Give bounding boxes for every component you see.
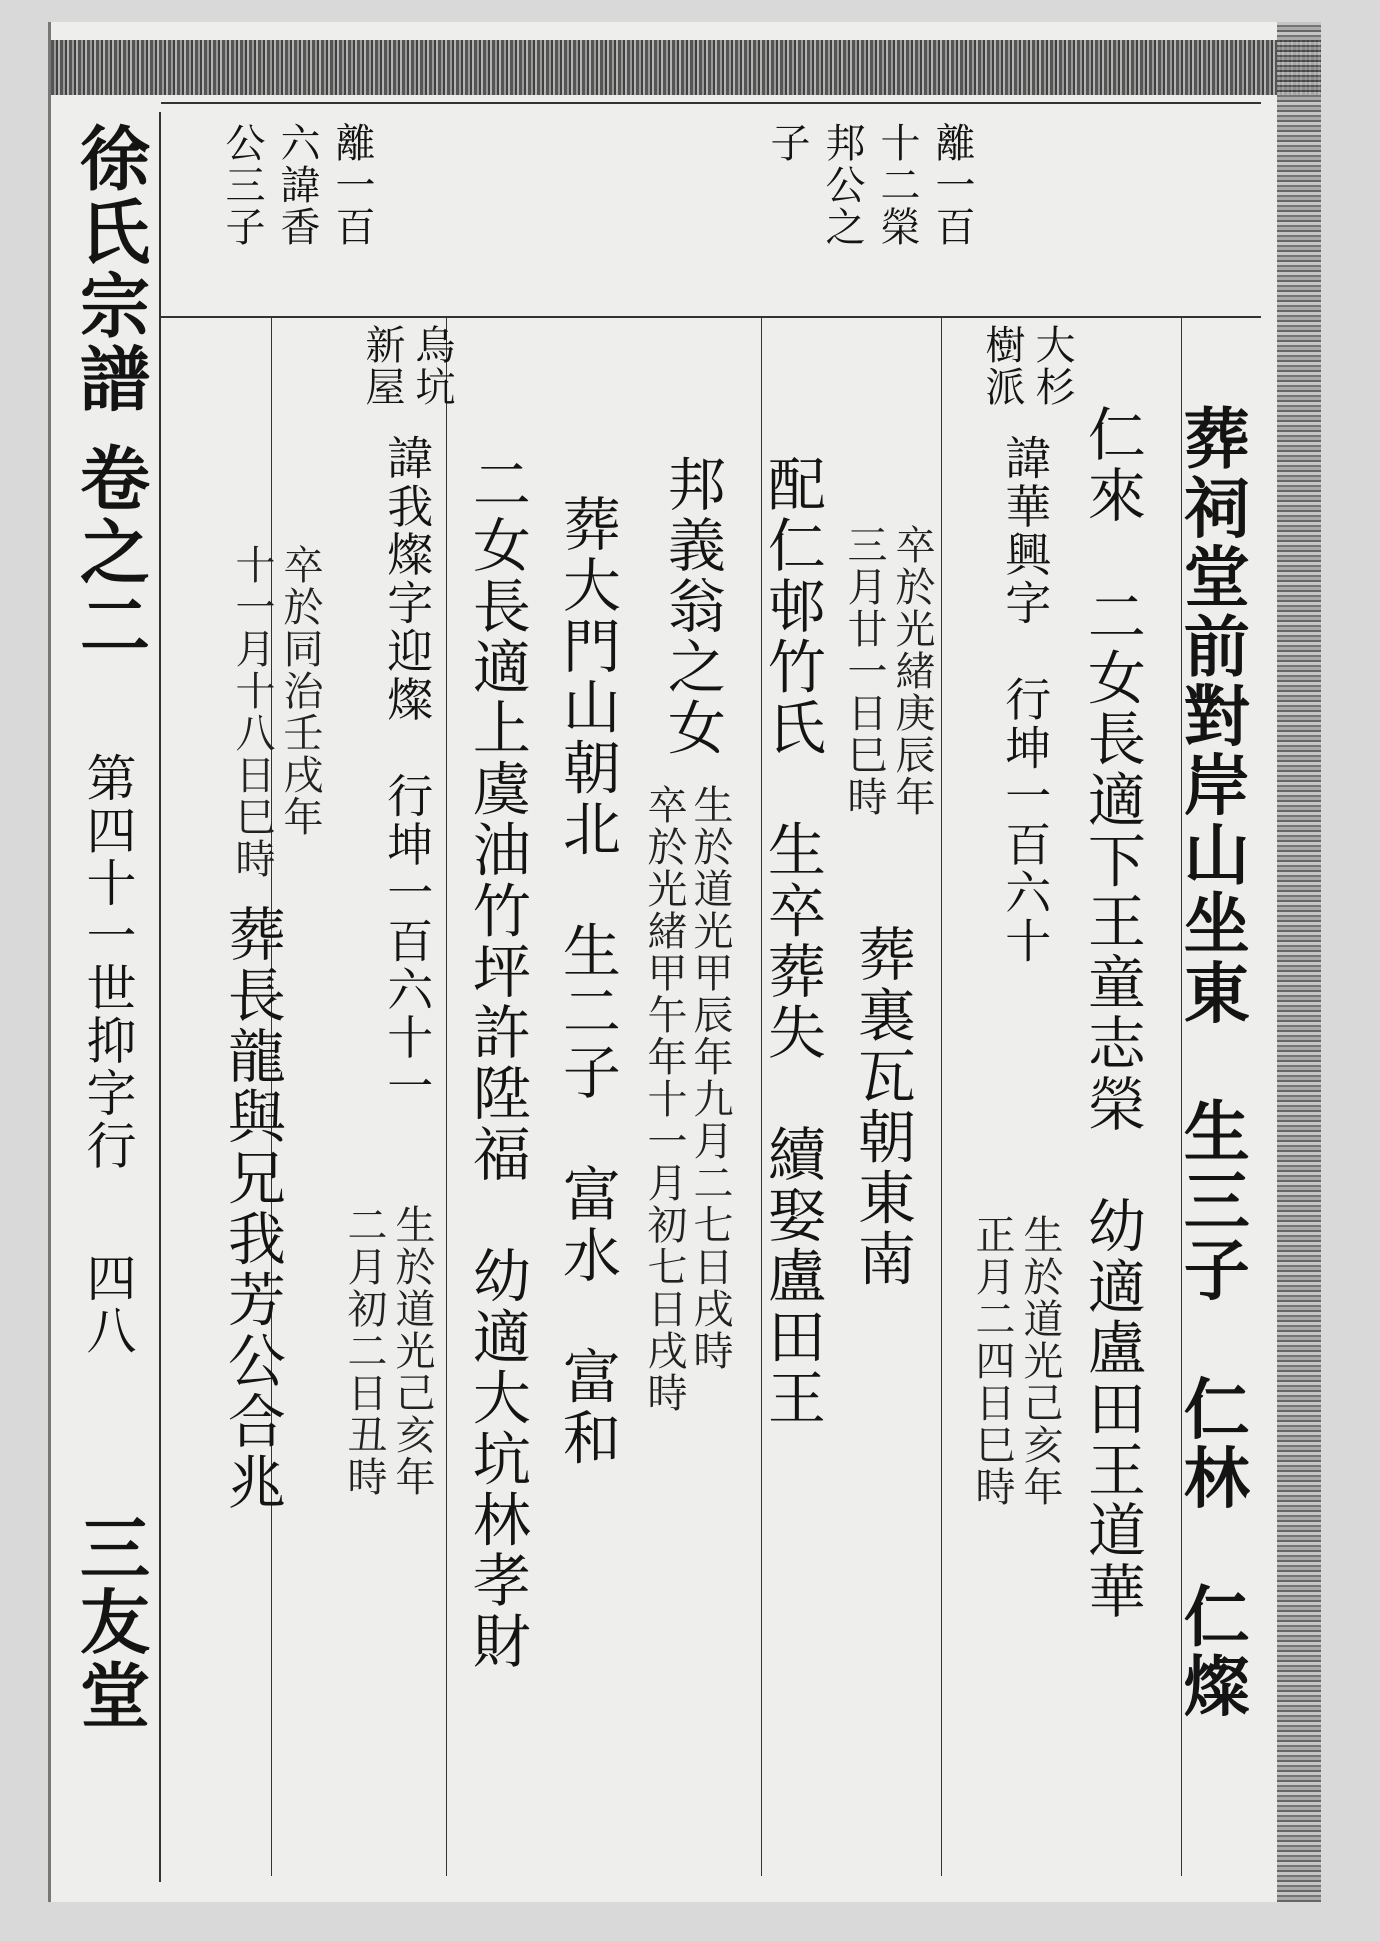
upper-note-1-line2: 六諱香 — [274, 122, 320, 248]
entry-column-6: 邦義翁之女 — [657, 454, 726, 759]
entry-column-9: 諱我燦字迎燦 行坤一百六十一 — [380, 434, 435, 1111]
entry-column-9-birth-date: 二月初二日丑時 — [341, 1204, 387, 1498]
left-margin — [59, 112, 161, 1882]
upper-register — [161, 104, 1261, 318]
entry-column-2: 仁來 二女長適下王童志榮 幼適盧田王道華 — [1077, 404, 1146, 1622]
top-border — [51, 40, 1321, 95]
entry-column-3-birth: 生於道光己亥年 — [1017, 1214, 1063, 1508]
upper-note-2-line2: 十二榮 — [874, 122, 920, 248]
entry-column-10-death: 卒於同治壬戌年 — [277, 544, 323, 838]
upper-note-2-line4: 子 — [764, 122, 810, 164]
page-number: 四八 — [78, 1252, 137, 1357]
upper-note-1-line3: 公三子 — [219, 122, 265, 248]
entry-column-9-birth: 生於道光己亥年 — [389, 1204, 435, 1498]
page-right-edge — [1277, 22, 1321, 1902]
entry-column-9-house: 新屋 — [359, 324, 405, 408]
entry-column-5: 配仁邨竹氏 生卒葬失 續娶盧田王 — [757, 454, 826, 1429]
genealogy-page — [48, 22, 1321, 1902]
column-rule — [941, 316, 942, 1876]
entry-column-9-place: 烏坑 — [409, 324, 455, 408]
upper-note-2-line3: 邦公之 — [819, 122, 865, 248]
entry-column-7: 葬大門山朝北 生二子 富水 富和 — [552, 494, 621, 1469]
entry-column-6-death: 卒於光緒甲午年十一月初七日戌時 — [641, 784, 687, 1414]
upper-note-1-line1: 離一百 — [329, 122, 375, 248]
upper-note-2-line1: 離一百 — [929, 122, 975, 248]
entry-column-1: 葬祠堂前對岸山坐東 生三子 仁林 仁燦 — [1172, 404, 1251, 1721]
main-frame — [161, 102, 1261, 1879]
entry-column-3-birth-date: 正月二四日巳時 — [969, 1214, 1015, 1508]
entry-column-3-branch: 樹派 — [979, 324, 1025, 408]
hall-name: 三友堂 — [68, 1512, 152, 1733]
entry-column-3: 諱華興字 行坤一百六十 — [998, 434, 1053, 966]
generation-label: 第四十一世抑字行 — [78, 752, 137, 1172]
entry-column-3-place: 大杉 — [1029, 324, 1075, 408]
entry-column-4-death-date: 三月廿一日巳時 — [841, 524, 887, 818]
entry-column-10: 葬長龍與兄我芳公合兆 — [217, 904, 286, 1513]
entry-column-6-birth: 生於道光甲辰年九月二七日戌時 — [687, 784, 733, 1372]
entry-column-8: 二女長適上虞油竹坪許陞福 幼適大坑林孝財 — [462, 454, 531, 1672]
column-rule — [446, 316, 447, 1876]
book-title: 徐氏宗譜 — [68, 122, 152, 416]
entry-column-4-death: 卒於光緒庚辰年 — [889, 524, 935, 818]
entry-column-4: 葬裏瓦朝東南 — [847, 924, 916, 1290]
entry-column-10-death-date: 十一月十八日巳時 — [229, 544, 275, 880]
volume-label: 卷之二 — [68, 442, 152, 663]
